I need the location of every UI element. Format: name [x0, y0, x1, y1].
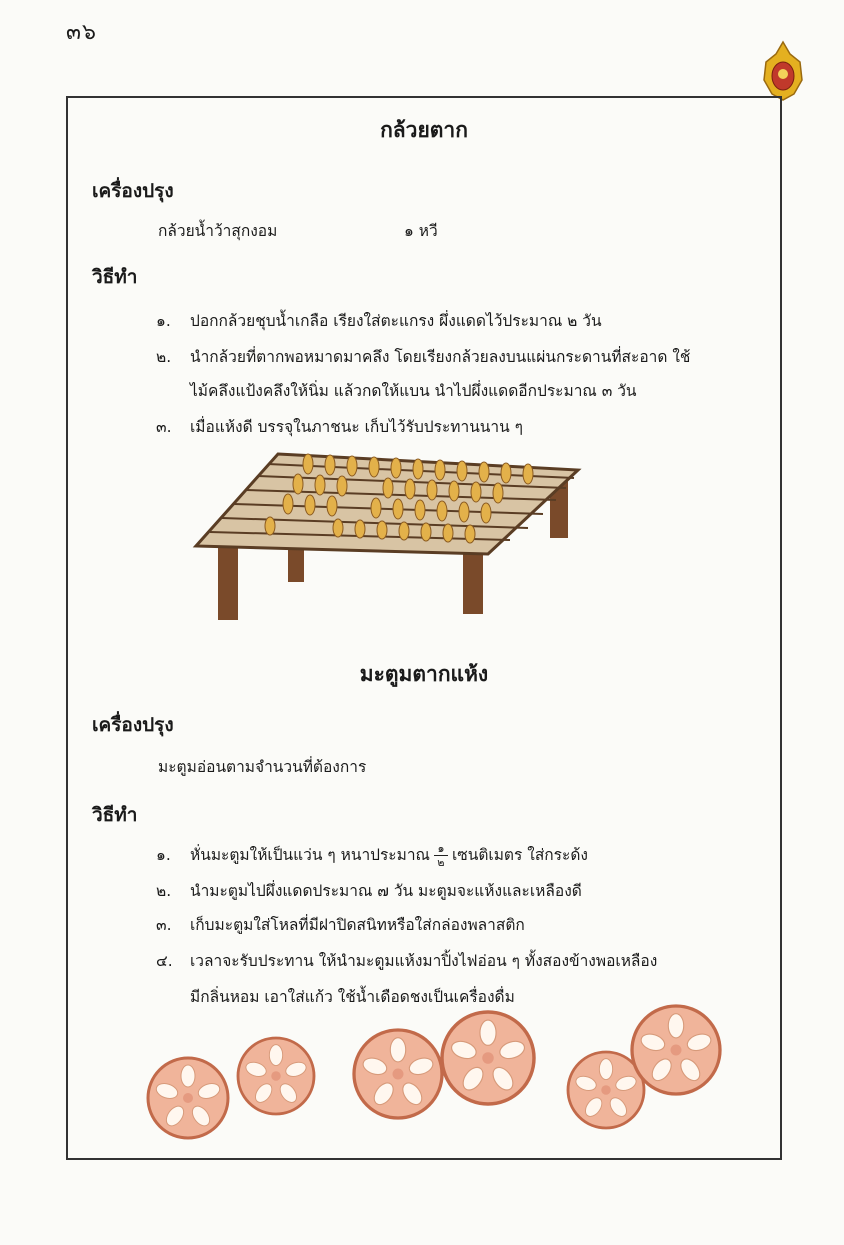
- step-number: ๔.: [156, 952, 173, 970]
- step-text: เวลาจะรับประทาน ให้นำมะตูมแห้งมาปิ้งไฟอ่อน ๆ ทั้งสองข้างพอเหลือง: [190, 952, 658, 970]
- step-banana-2: [156, 344, 690, 369]
- step-number: ๑.: [156, 312, 171, 330]
- ingredient-name-bael: มะตูมอ่อนตามจำนวนที่ต้องการ: [158, 758, 367, 776]
- fraction-numerator: ๑: [437, 842, 445, 855]
- method-heading-bael: วิธีทำ: [92, 804, 138, 826]
- step-banana-3: [156, 414, 523, 439]
- step-text: เก็บมะตูมใส่โหลที่มีฝาปิดสนิทหรือใส่กล่องพลาสติก: [190, 916, 525, 934]
- method-heading-banana: วิธีทำ: [92, 266, 138, 288]
- recipe-title-banana: กล้วยตาก: [380, 118, 468, 142]
- step-banana-2-cont: ไม้คลึงแป้งคลึงให้นิ่ม แล้วกดให้แบน นำไปผึ่งแดดอีกประมาณ ๓ วัน: [190, 382, 637, 400]
- step-text: นำมะตูมไปผึ่งแดดประมาณ ๗ วัน มะตูมจะแห้งและเหลืองดี: [190, 882, 582, 900]
- step-text: เมื่อแห้งดี บรรจุในภาชนะ เก็บไว้รับประทานนาน ๆ: [190, 418, 523, 436]
- content-frame: [66, 96, 782, 1160]
- ingredient-qty-banana: ๑ หวี: [404, 222, 438, 240]
- step-text: หั่นมะตูมให้เป็นแว่น ๆ หนาประมาณ: [190, 846, 430, 864]
- step-text-tail: เซนติเมตร ใส่กระด้ง: [451, 846, 588, 864]
- step-bael-1: [156, 842, 588, 868]
- step-number: ๓.: [156, 418, 172, 436]
- step-bael-4-cont: มีกลิ่นหอม เอาใส่แก้ว ใช้น้ำเดือดชงเป็นเครื่องดื่ม: [190, 988, 515, 1006]
- fraction-half: [434, 843, 448, 868]
- dried-bael-slices-illustration: [128, 998, 768, 1148]
- step-number: ๒.: [156, 348, 172, 366]
- banana-drying-rack-illustration: [188, 442, 588, 622]
- fraction-denominator: ๒: [437, 856, 445, 869]
- page-number: ๓๖: [66, 20, 98, 45]
- ingredients-heading-banana: เครื่องปรุง: [92, 180, 174, 202]
- step-number: ๑.: [156, 846, 171, 864]
- step-text: นำกล้วยที่ตากพอหมาดมาคลึง โดยเรียงกล้วยลงบนแผ่นกระดานที่สะอาด ใช้: [190, 348, 691, 366]
- step-bael-2: [156, 878, 582, 903]
- step-number: ๒.: [156, 882, 172, 900]
- step-bael-4: [156, 948, 657, 973]
- crest-emblem-icon: [760, 40, 806, 102]
- step-number: ๓.: [156, 916, 172, 934]
- step-text: ปอกกล้วยชุบน้ำเกลือ เรียงใส่ตะแกรง ผึ่งแดดไว้ประมาณ ๒ วัน: [190, 312, 602, 330]
- ingredients-heading-bael: เครื่องปรุง: [92, 714, 174, 736]
- step-bael-3: [156, 912, 525, 937]
- recipe-title-bael: มะตูมตากแห้ง: [359, 662, 489, 686]
- ingredient-name-banana: กล้วยน้ำว้าสุกงอม: [158, 222, 278, 240]
- step-banana-1: [156, 308, 602, 333]
